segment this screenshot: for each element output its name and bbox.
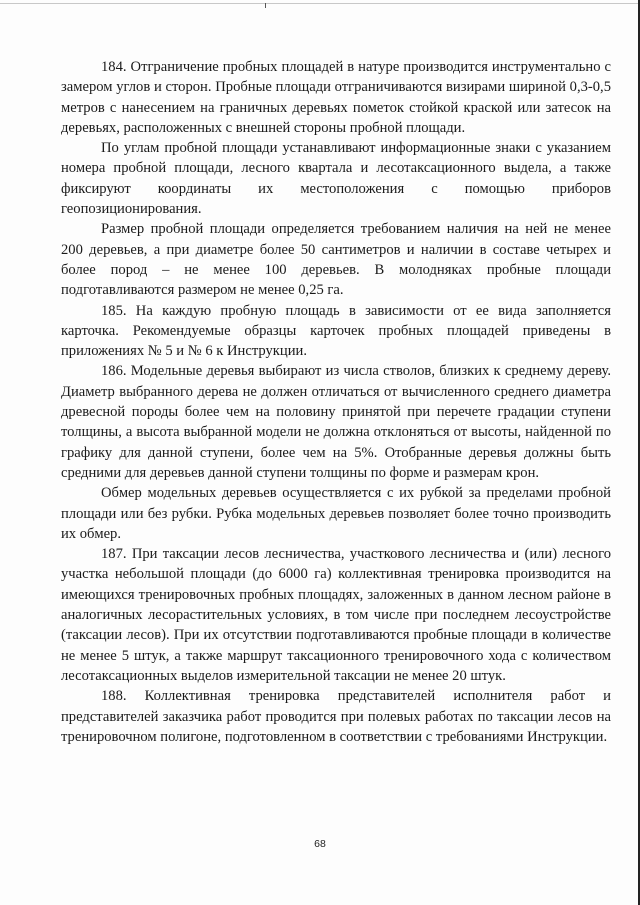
paragraph-187: 187. При таксации лесов лесничества, участкового лесничества и (или) лесного участка небольшой площади (до 6000 га) коллективная тренировка производится на имеющихся тренировочных пробных площадях, заложенных в данном лесном районе в аналогичных лесорастительных условиях, в том числе при последнем лесоустройстве (таксации лесов). При их отсутствии подготавливаются пробные площади в количестве не менее 5 штук, а также маршрут таксационного тренировочного хода с количеством лесотаксационных выделов измерительной таксации не менее 20 штук. — [61, 546, 611, 684]
paragraph-184: 184. Отграничение пробных площадей в натуре производится инструментально с замером углов и сторон. Пробные площади отграничиваются визирами шириной 0,3-0,5 метров с нанесением на граничных деревьях пометок стойкой краской или затесок на деревьях, расположенных с внешней стороны пробной площади. — [61, 59, 611, 136]
paragraph-186: 186. Модельные деревья выбирают из числа стволов, близких к среднему дереву. Диаметр выбранного дерева не должен отличаться от вычисленного среднего диаметра древесной породы более чем на половину принятой при перечете градации ступени толщины, а высота выбранной модели не должна отклоняться от высоты, найденной по графику для данной ступени, более чем на 5%. Отобранные деревья должны быть средними для деревьев данной ступени толщины по форме и размерам крон. — [61, 363, 611, 481]
document-body — [61, 57, 611, 747]
paragraph-plot-size: Размер пробной площади определяется требованием наличия на ней не менее 200 деревьев, а при диаметре более 50 сантиметров и наличии в составе четырех и более пород – не менее 100 деревьев. В молодняках пробные площади подготавливаются размером не менее 0,25 га. — [61, 221, 611, 299]
paragraph-corner-signs: По углам пробной площади устанавливают информационные знаки с указанием номера пробной площади, лесного квартала и лесотаксационного выдела, а также фиксируют координаты их местоположения с помощью приборов геопозиционирования. — [61, 140, 611, 218]
paragraph-188: 188. Коллективная тренировка представителей исполнителя работ и представителей заказчика работ проводится при полевых работах по таксации лесов на тренировочном полигоне, подготовленном в соответствии с требованиями Инструкции. — [61, 688, 611, 745]
paragraph-model-trees-measurement: Обмер модельных деревьев осуществляется с их рубкой за пределами пробной площади или без рубки. Рубка модельных деревьев позволяет более точно производить их обмер. — [61, 485, 611, 542]
scan-top-edge — [0, 0, 640, 4]
paragraph-185: 185. На каждую пробную площадь в зависимости от ее вида заполняется карточка. Рекомендуемые образцы карточек пробных площадей приведены в приложениях № 5 и № 6 к Инструкции. — [61, 302, 611, 360]
page-number: 68 — [314, 838, 326, 850]
scan-artifact — [265, 3, 266, 8]
